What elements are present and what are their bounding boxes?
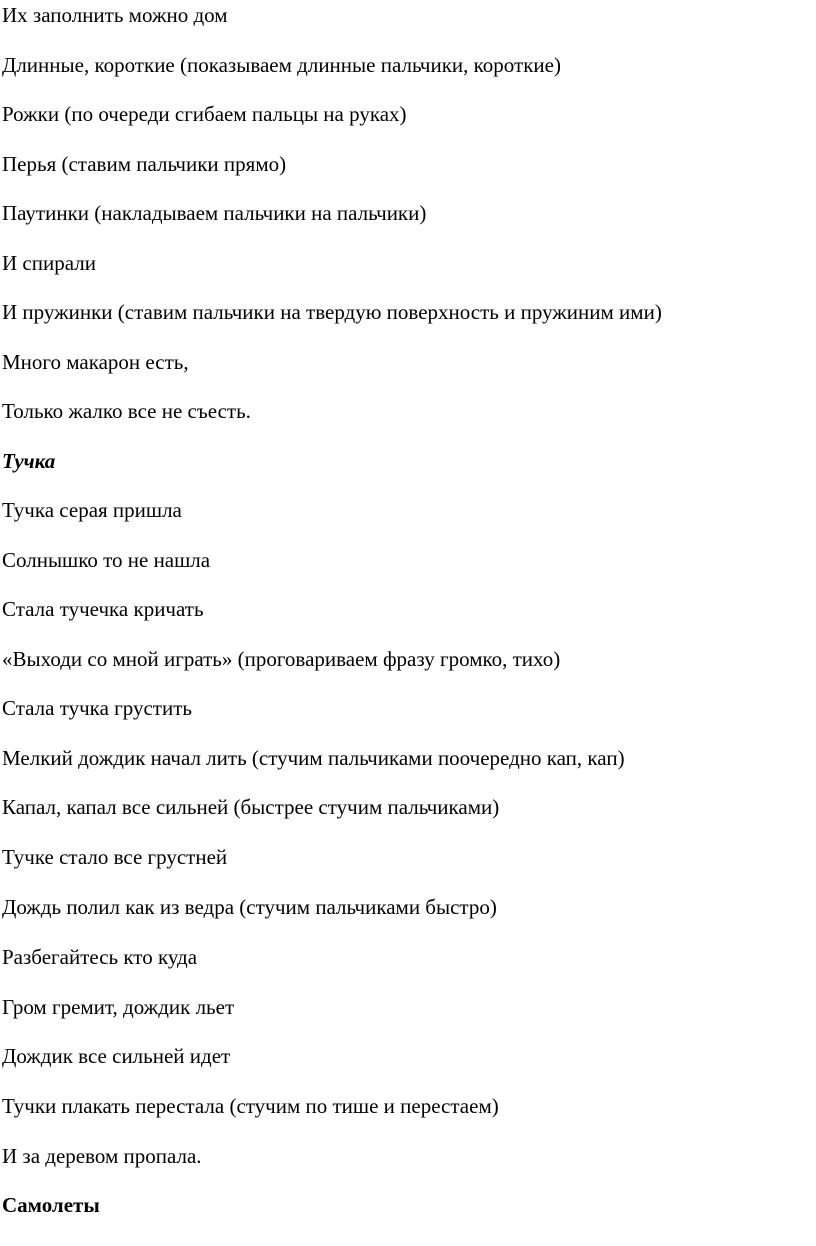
text-line: Разбегайтесь кто куда <box>2 945 198 969</box>
text-line: Только жалко все не съесть. <box>2 399 251 423</box>
text-line: «Выходи со мной играть» (проговариваем фразу громко, тихо) <box>2 647 561 671</box>
section-heading-samolety: Самолеты <box>2 1193 100 1217</box>
text-line: Мелкий дождик начал лить (стучим пальчиками поочередно кап, кап) <box>2 746 625 770</box>
text-line: Рожки (по очереди сгибаем пальцы на руках) <box>2 102 407 126</box>
text-line: Много макарон есть, <box>2 350 189 374</box>
text-line: Перья (ставим пальчики прямо) <box>2 152 287 176</box>
text-line: Солнышко то не нашла <box>2 548 211 572</box>
text-line: Стала тучечка кричать <box>2 597 204 621</box>
text-line: Тучке стало все грустней <box>2 845 228 869</box>
text-line: Тучки плакать перестала (стучим по тише и перестаем) <box>2 1094 499 1118</box>
text-line: Паутинки (накладываем пальчики на пальчики) <box>2 201 427 225</box>
text-line: Стала тучка грустить <box>2 696 192 720</box>
text-line: Капал, капал все сильней (быстрее стучим пальчиками) <box>2 795 500 819</box>
text-line: Тучка серая пришла <box>2 498 182 522</box>
text-line: Гром гремит, дождик льет <box>2 995 235 1019</box>
text-line: Длинные, короткие (показываем длинные пальчики, короткие) <box>2 53 561 77</box>
text-line: Их заполнить можно дом <box>2 3 228 27</box>
text-line: И пружинки (ставим пальчики на твердую поверхность и пружиним ими) <box>2 300 662 324</box>
text-line: Дождь полил как из ведра (стучим пальчиками быстро) <box>2 895 497 919</box>
section-heading-tuchka: Тучка <box>2 449 56 473</box>
text-line: И спирали <box>2 251 96 275</box>
text-line: И за деревом пропала. <box>2 1144 202 1168</box>
text-line: Дождик все сильней идет <box>2 1044 231 1068</box>
